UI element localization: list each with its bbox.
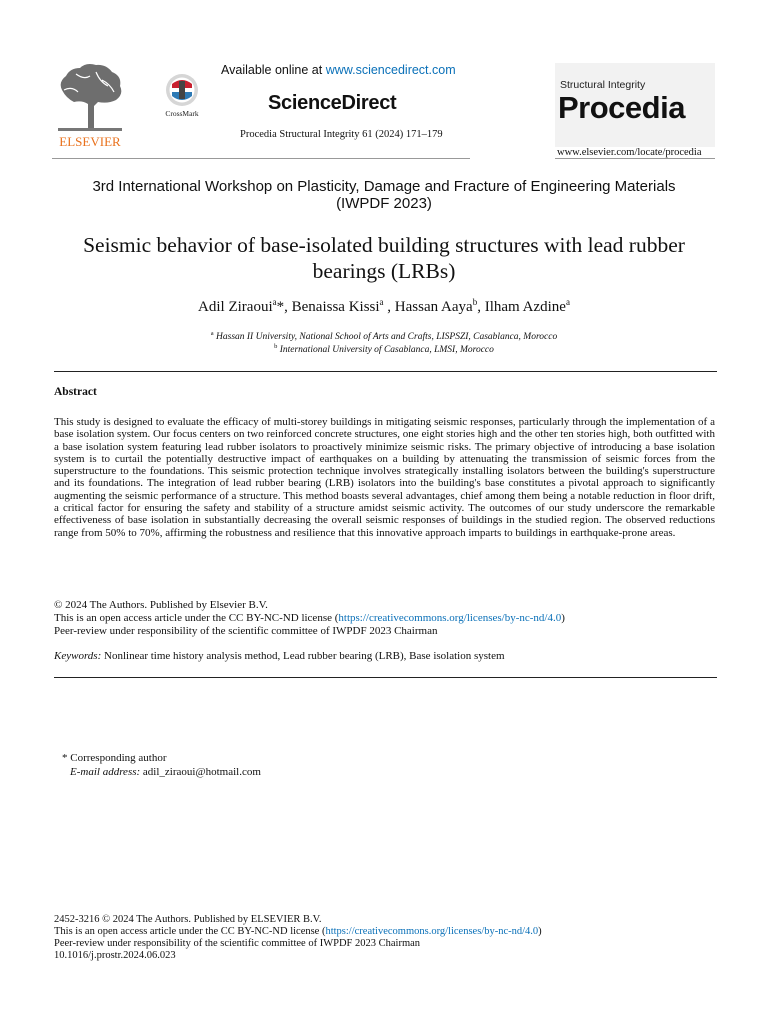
header-divider-left	[52, 158, 470, 159]
license-suffix: )	[561, 612, 565, 624]
affiliation-mark: a	[210, 330, 214, 337]
procedia-url[interactable]: www.elsevier.com/locate/procedia	[557, 147, 702, 158]
footer-license-line	[54, 926, 542, 938]
author-affiliation-mark: a	[272, 297, 277, 307]
abstract-top-rule	[54, 371, 717, 372]
author-name: Ilham Azdine	[484, 299, 566, 315]
peer-review-line: Peer-review under responsibility of the scientific committee of IWPDF 2023 Chairman	[54, 625, 438, 637]
keywords-line	[54, 650, 505, 663]
affiliation-a	[0, 330, 768, 342]
author-name: Benaissa Kissi	[291, 299, 380, 315]
corresponding-author-note: * Corresponding author	[62, 752, 167, 764]
email-line	[70, 766, 261, 778]
footer-doi[interactable]: 10.1016/j.prostr.2024.06.023	[54, 950, 176, 961]
email-label: E-mail address:	[70, 766, 141, 778]
procedia-wordmark: Procedia	[558, 90, 685, 125]
author-affiliation-mark: a	[565, 297, 570, 307]
copyright-line: © 2024 The Authors. Published by Elsevier B.V.	[54, 599, 268, 611]
footer-issn-line: 2452-3216 © 2024 The Authors. Published by ELSEVIER B.V.	[54, 914, 322, 925]
affiliation-text: International University of Casablanca, LMSI, Morocco	[277, 345, 494, 356]
workshop-line-1: 3rd International Workshop on Plasticity, Damage and Fracture of Engineering Materials	[92, 178, 676, 195]
author-separator: *,	[276, 299, 292, 315]
email-address[interactable]: adil_ziraoui@hotmail.com	[140, 766, 261, 778]
footer-license-suffix: )	[538, 926, 542, 937]
journal-reference: Procedia Structural Integrity 61 (2024) 171–179	[240, 129, 443, 140]
abstract-body: This study is designed to evaluate the efficacy of multi-storey buildings in mitigating seismic responses, particularly through the implementation of a base isolation system. Our focus centers on two reinforced concrete structures, one eight stories high and the other ten stories high, both outfitted with a base isolation system featuring lead rubber isolators to proactively minimize seismic risks. The primary objective of introducing a base isolation system is to curtail the potentially destructive impact of earthquakes on a building by attenuating the transmission of seismic forces from the superstructure to the foundations. This seismic protection technique involves strategically installing isolators between the building's superstructure and its foundations. The integration of lead rubber bearing (LRB) isolators into the building's base constitutes a pivotal approach to significantly augmenting the seismic performance of a structure. This method boasts several advantages, chief among them being a notable reduction in floor drift, a critical factor for ensuring the safety and stability of a structure amidst seismic activity. The outcomes of our study underscore the remarkable effectiveness of base isolation in substantially decreasing the overall seismic responses of buildings in the studied region. The observed reductions range from 50% to 70%, affirming the robustness and resilience that this innovative approach imparts to buildings in earthquake-prone areas.	[54, 416, 715, 539]
license-prefix: This is an open access article under the CC BY-NC-ND license (	[54, 612, 339, 624]
header-divider-right	[555, 158, 715, 159]
footer-license-prefix: This is an open access article under the CC BY-NC-ND license (	[54, 926, 326, 937]
keywords-label: Keywords:	[54, 650, 102, 662]
license-line	[54, 612, 565, 625]
crossmark-label: CrossMark	[165, 109, 199, 118]
abstract-bottom-rule	[54, 677, 717, 678]
paper-title: Seismic behavior of base-isolated building structures with lead rubber bearings (LRBs)	[83, 233, 685, 283]
author-list	[0, 297, 768, 316]
keywords-text: Nonlinear time history analysis method, Lead rubber bearing (LRB), Base isolation system	[101, 650, 505, 662]
affiliation-mark: b	[274, 343, 278, 350]
author-name: Adil Ziraoui	[198, 299, 273, 315]
elsevier-wordmark: ELSEVIER	[59, 134, 121, 149]
author-separator: ,	[477, 299, 485, 315]
procedia-subtitle: Structural Integrity	[560, 79, 646, 91]
crossmark-icon[interactable]	[158, 70, 206, 120]
workshop-name	[0, 178, 768, 212]
abstract-heading: Abstract	[54, 386, 97, 398]
sciencedirect-link[interactable]: www.sciencedirect.com	[325, 63, 456, 77]
author-separator: ,	[383, 299, 395, 315]
footer-license-link[interactable]: https://creativecommons.org/licenses/by-nc-nd/4.0	[325, 926, 539, 937]
elsevier-tree-logo	[52, 60, 128, 150]
affiliation-b	[0, 343, 768, 355]
license-link[interactable]: https://creativecommons.org/licenses/by-nc-nd/4.0	[338, 612, 562, 624]
author-affiliation-mark: b	[472, 297, 478, 307]
author-affiliation-mark: a	[379, 297, 384, 307]
affiliation-text: Hassan II University, National School of Arts and Crafts, LISPSZI, Casablanca, Morocco	[213, 332, 558, 343]
author-name: Hassan Aaya	[394, 299, 473, 315]
available-online-line	[221, 63, 456, 77]
footer-peer-review-line: Peer-review under responsibility of the scientific committee of IWPDF 2023 Chairman	[54, 938, 421, 949]
sciencedirect-title: ScienceDirect	[268, 92, 397, 114]
workshop-line-2: (IWPDF 2023)	[336, 195, 432, 212]
available-prefix: Available online at	[221, 63, 326, 77]
